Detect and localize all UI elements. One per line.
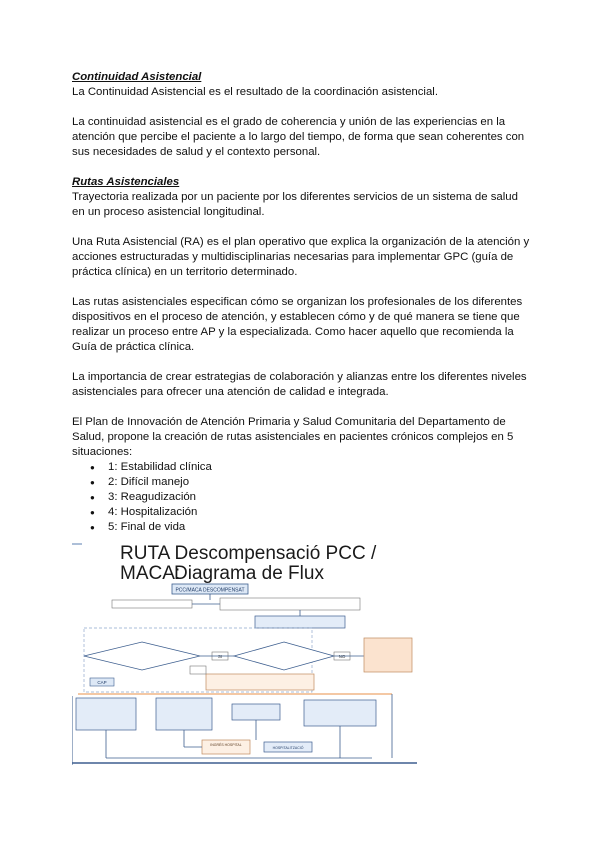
flow-peach-box [364, 638, 412, 672]
flow-right-bottom-box-label: HOSPITALITZACIÓ [272, 746, 304, 750]
paragraph: Trayectoria realizada por un paciente por los diferentes servicios de un sistema de salud en un proceso asistencial longitudinal. [72, 191, 518, 218]
flow-diagram-figure [72, 540, 417, 765]
flow-box [255, 616, 345, 628]
flow-bottom-box-label: INGRÉS HOSPITAL [210, 743, 242, 747]
figure-subtitle: Diagrama de Flux [174, 563, 324, 584]
flow-diagram [72, 540, 417, 765]
flow-no-label: NO [338, 654, 346, 659]
list-item: ● 2: Difícil manejo [108, 475, 532, 490]
situations-list [72, 460, 532, 535]
paragraph: Una Ruta Asistencial (RA) es el plan operativo que explica la organización de la atención y acciones estructuradas y multidisciplinarias necesarias para implementar GPC (guía de práctica clínica) en un territorio determinado. [72, 236, 530, 278]
figure-title: RUTA Descompensació PCC / MACA: [120, 543, 377, 584]
flow-box [190, 666, 206, 674]
flow-box [232, 704, 280, 720]
flow-box [156, 698, 212, 730]
flow-decision [84, 642, 200, 670]
paragraph: Las rutas asistenciales especifican cómo se organizan los profesionales de los diferentes dispositivos en el proceso de atención, y establecen cómo y de qué manera se tiene que realizar un proceso entre AP y la especializada. Como hacer aquello que recomienda la Guía de práctica clínica. [72, 296, 523, 353]
flow-cap-label: CAP [97, 680, 107, 685]
document-body [72, 70, 532, 535]
flow-box [112, 600, 192, 608]
flow-peach-box [206, 674, 314, 690]
list-item: ● 4: Hospitalización [108, 505, 532, 520]
flow-decision [234, 642, 334, 670]
heading-rutas: Rutas Asistenciales [72, 176, 180, 188]
list-item: ● 1: Estabilidad clínica [108, 460, 532, 475]
paragraph: La continuidad asistencial es el grado de coherencia y unión de las experiencias en la atención que percibe el paciente a lo largo del tiempo, de forma que sean coherentes con sus necesidades de salud y el contexto personal. [72, 116, 525, 158]
paragraph: La importancia de crear estrategias de colaboración y alianzas entre los diferentes niveles asistenciales para ofrecer una atención de calidad e integrada. [72, 371, 527, 398]
paragraph: La Continuidad Asistencial es el resultado de la coordinación asistencial. [72, 86, 438, 98]
flow-box [220, 598, 360, 610]
list-item: ● 3: Reagudización [108, 490, 532, 505]
flow-box [304, 700, 376, 726]
flow-yes-label: SI [217, 654, 223, 659]
flow-top-box-label: PCC/MACA DESCOMPENSAT [175, 587, 245, 594]
heading-continuidad: Continuidad Asistencial [72, 71, 202, 83]
flow-box [76, 698, 136, 730]
paragraph: El Plan de Innovación de Atención Primaria y Salud Comunitaria del Departamento de Salud, propone la creación de rutas asistenciales en pacientes crónicos complejos en 5 situaciones: [72, 416, 514, 458]
list-item: ● 5: Final de vida [108, 520, 532, 535]
